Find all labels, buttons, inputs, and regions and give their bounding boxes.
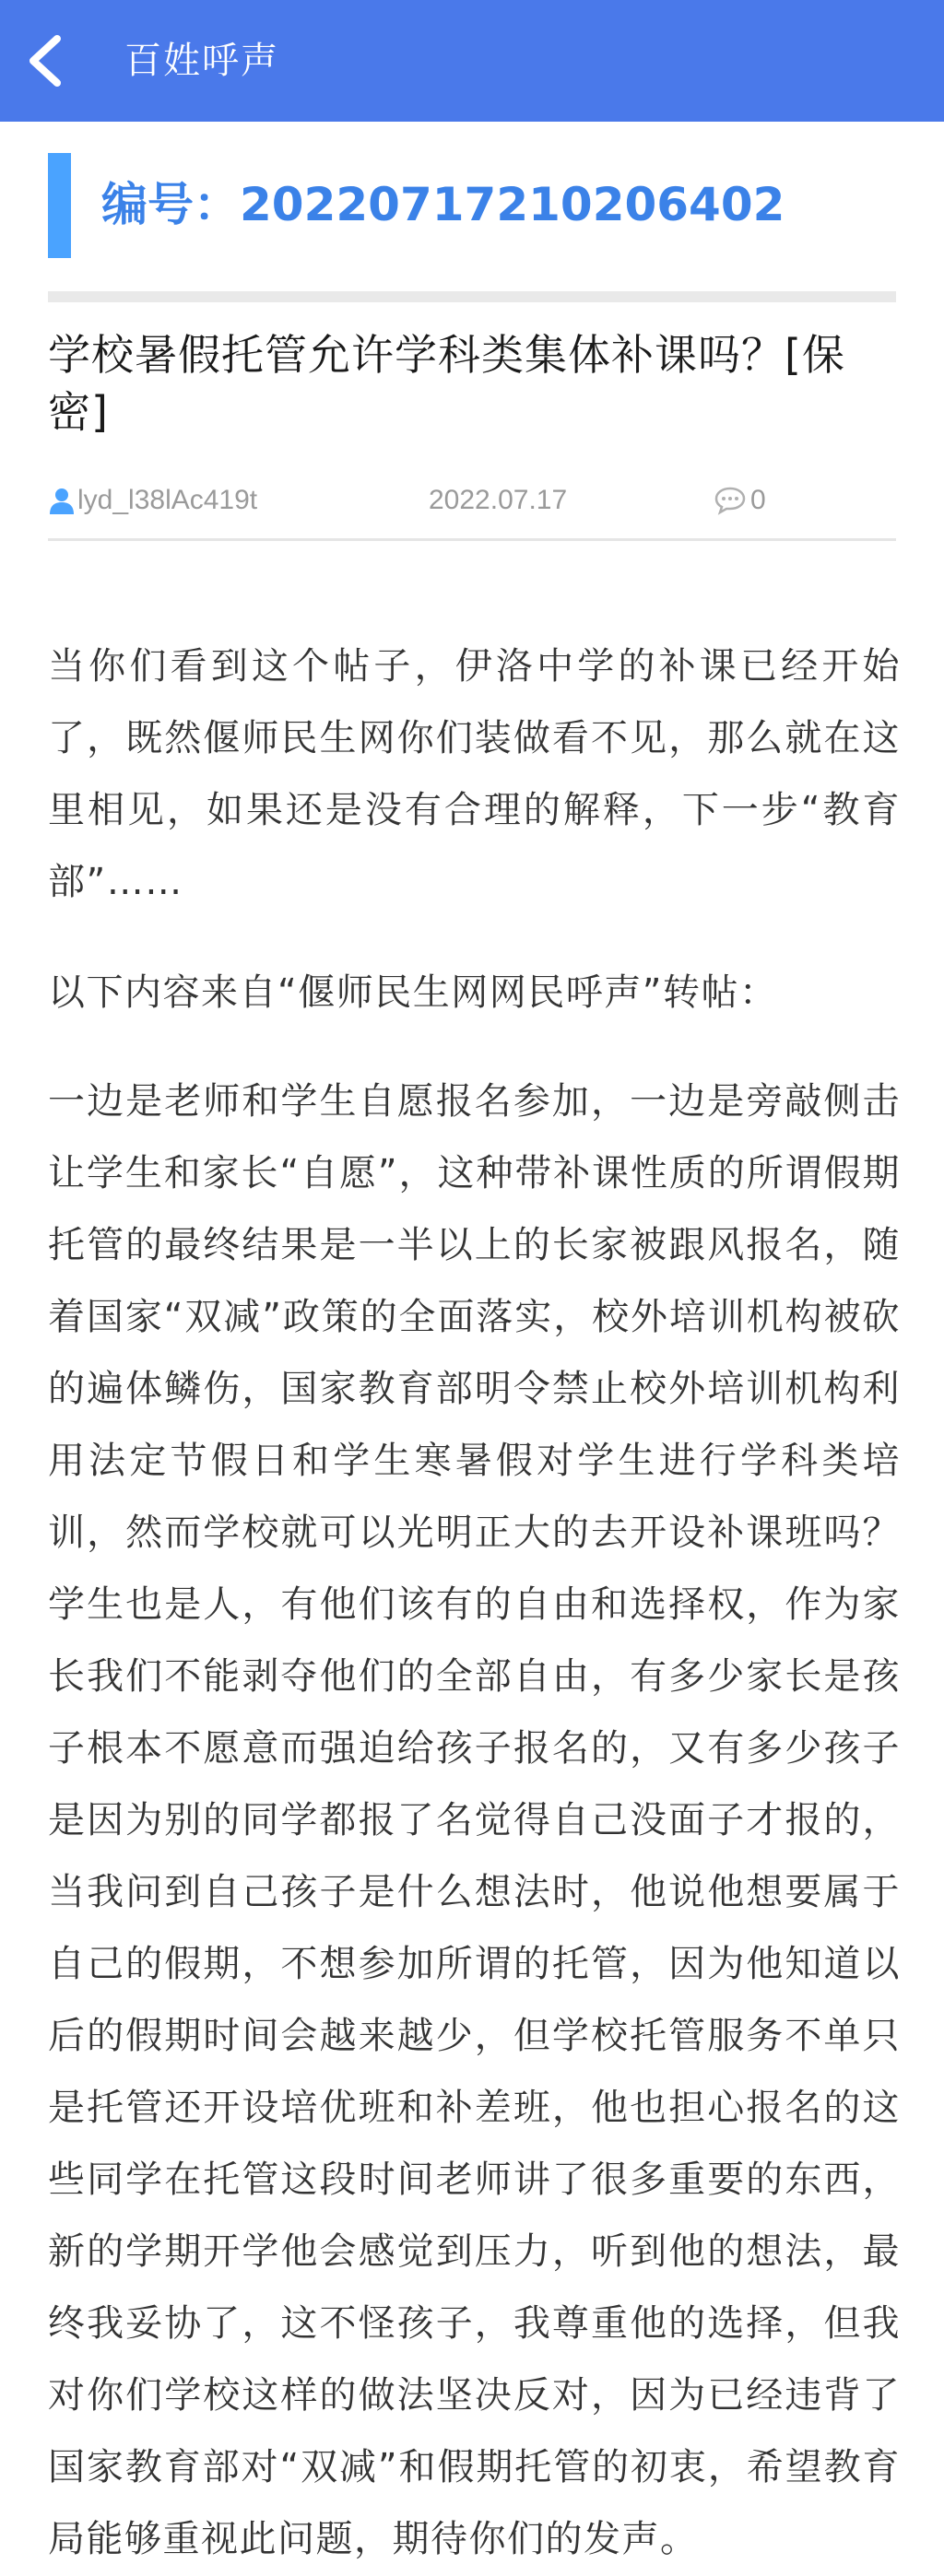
author[interactable] — [48, 485, 257, 516]
comment-bubble-icon — [714, 486, 747, 515]
back-button[interactable] — [20, 31, 76, 90]
comment-count[interactable] — [714, 485, 766, 516]
app-header — [0, 0, 944, 122]
accent-bar — [48, 153, 71, 258]
author-name: lyd_l38lAc419t — [77, 485, 258, 515]
post-paragraph: 以下内容来自“偃师民生网网民呼声”转帖： — [48, 971, 778, 1014]
post-id: 编号：20220717210206402 — [101, 178, 785, 231]
post-paragraph: 当你们看到这个帖子，伊洛中学的补课已经开始了，既然偃师民生网你们装做看不见，那么就在这里相见，如果还是没有合理的解释，下一步“教育部”…… — [48, 645, 901, 903]
comment-count-value: 0 — [750, 485, 766, 515]
user-icon — [48, 487, 76, 514]
chevron-left-icon — [20, 31, 76, 90]
section-divider — [48, 291, 896, 302]
page-title: 百姓呼声 — [124, 40, 279, 82]
post-id-block — [48, 153, 896, 258]
meta-divider — [48, 538, 896, 541]
post-date: 2022.07.17 — [429, 485, 568, 515]
post-title: 学校暑假托管允许学科类集体补课吗？[保密] — [48, 330, 845, 437]
post-paragraph: 一边是老师和学生自愿报名参加，一边是旁敲侧击让学生和家长“自愿”，这种带补课性质的所谓假期托管的最终结果是一半以上的长家被跟风报名，随着国家“双减”政策的全面落实，校外培训机构被砍的遍体鳞伤，国家教育部明令禁止校外培训机构利用法定节假日和学生寒暑假对学生进行学科类培训，然而学校就可以光明正大的去开设补课班吗？学生也是人，有他们该有的自由和选择权，作为家长我们不能剥夺他们的全部自由，有多少家长是孩子根本不愿意而强迫给孩子报名的，又有多少孩子是因为别的同学都报了名觉得自己没面子才报的，当我问到自己孩子是什么想法时，他说他想要属于自己的假期，不想参加所谓的托管，因为他知道以后的假期时间会越来越少，但学校托管服务不单只是托管还开设培优班和补差班，他也担心报名的这些同学在托管这段时间老师讲了很多重要的东西，新的学期开学他会感觉到压力，听到他的想法，最终我妥协了，这不怪孩子，我尊重他的选择，但我对你们学校这样的做法坚决反对，因为已经违背了国家教育部对“双减”和假期托管的初衷，希望教育局能够重视此问题，期待你们的发声。 — [48, 1080, 901, 2560]
post-meta — [48, 479, 896, 525]
